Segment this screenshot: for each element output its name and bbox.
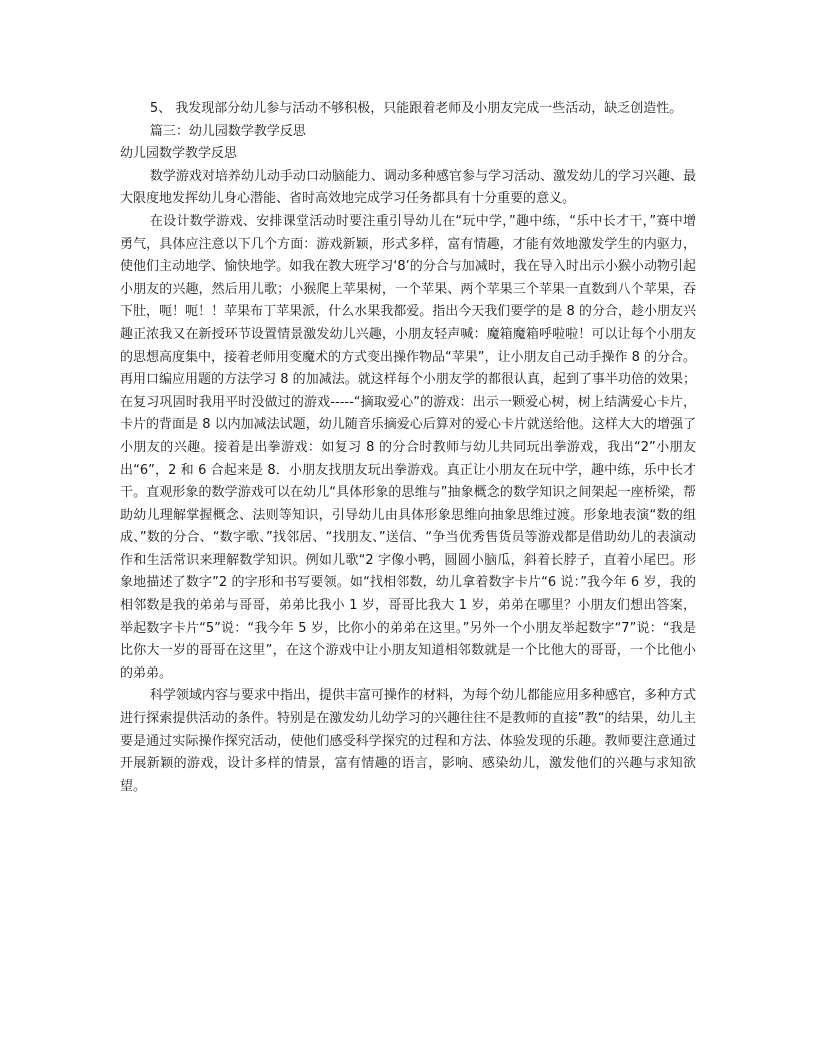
document-title: 幼儿园数学教学反思 (120, 146, 238, 162)
paragraph-item-5: 5、 我发现部分幼儿参与活动不够积极，只能跟着老师及小朋友完成一些活动，缺乏创造性。 (149, 101, 683, 116)
document-body (120, 98, 696, 798)
section-heading: 篇三：幼儿园数学教学反思 (149, 123, 306, 139)
paragraph-science: 科学领域内容与要求中指出，提供丰富可操作的材料，为每个幼儿都能应用多种感官，多种方式进行探索提供活动的条件。特别是在激发幼儿幼学习的兴趣往往不是教师的直接”教“的结果，幼儿主要是通过实际操作探究活动，使他们感受科学探究的过程和方法、体验发现的乐趣。教师要注意通过开展新颖的游戏，设计多样的情景，富有情趣的语言，影响、感染幼儿，激发他们的兴趣与求知欲望。 (120, 688, 696, 794)
paragraph-intro: 数学游戏对培养幼儿动手动口动脑能力、调动多种感官参与学习活动、激发幼儿的学习兴趣、最大限度地发挥幼儿身心潜能、省时高效地完成学习任务都具有十分重要的意义。 (120, 168, 696, 207)
paragraph-games: 在设计数学游戏、安排课堂活动时要注重引导幼儿在“玩中学，”趣中练，“乐中长才干，”赛中增勇气，具体应注意以下几个方面：游戏新颖，形式多样，富有情趣，才能有效地激发学生的内驱力，使他们主动地学、愉快地学。如我在教大班学习‘8’的分合与加减时，我在导入时出示小猴小动物引起小朋友的兴趣，然后用儿歌；小猴爬上苹果树，一个苹果、两个苹果三个苹果一直数到八个苹果，吞下肚，呃！呃！！苹果布丁苹果派，什么水果我都爱。指出今天我们要学的是 8 的分合，趁小朋友兴趣正浓我又在新授环节设置情景激发幼儿兴趣，小朋友轻声喊：魔箱魔箱呼啦啦！可以让每个小朋友的思想高度集中，接着老师用变魔术的方式变出操作物品“苹果”，让小朋友自己动手操作 8 的分合。再用口编应用题的方法学习 8 的加减法。就这样每个小朋友学的都很认真，起到了事半功倍的效果；在复习巩固时我用平时没做过的游戏-----“摘取爱心”的游戏：出示一颗爱心树，树上结满爱心卡片，卡片的背面是 8 以内加减法试题，幼儿随音乐摘爱心后算对的爱心卡片就送给他。这样大大的增强了小朋友的兴趣。接着是出拳游戏：如复习 8 的分合时教师与幼儿共同玩出拳游戏，我出“2”小朋友出“6”，2 和 6 合起来是 8．小朋友找朋友玩出拳游戏。真正让小朋友在玩中学，趣中练，乐中长才干。直观形象的数学游戏可以在幼儿“具体形象的思维与”抽象概念的数学知识之间架起一座桥梁，帮助幼儿理解掌握概念、法则等知识，引导幼儿由具体形象思维向抽象思维过渡。形象地表演“数的组成、”数的分合、“数字歌、”找邻居、“找朋友、”送信、“争当优秀售货员等游戏都是借助幼儿的表演动作和生活常识来理解数学知识。例如儿歌“2 字像小鸭，圆圆小脑瓜，斜着长脖子，直着小尾巴。形象地描述了数字”2 的字形和书写要领。如“找相邻数，幼儿拿着数字卡片“6 说：”我今年 6 岁，我的相邻数是我的弟弟与哥哥，弟弟比我小 1 岁，哥哥比我大 1 岁，弟弟在哪里？小朋友们想出答案，举起数字卡片“5”说：“我今年 5 岁，比你小的弟弟在这里。”另外一个小朋友举起数字“7”说：“我是比你大一岁的哥哥在这里”，在这个游戏中让小朋友知道相邻数就是一个比他大的哥哥，一个比他小的弟弟。 (120, 213, 697, 681)
